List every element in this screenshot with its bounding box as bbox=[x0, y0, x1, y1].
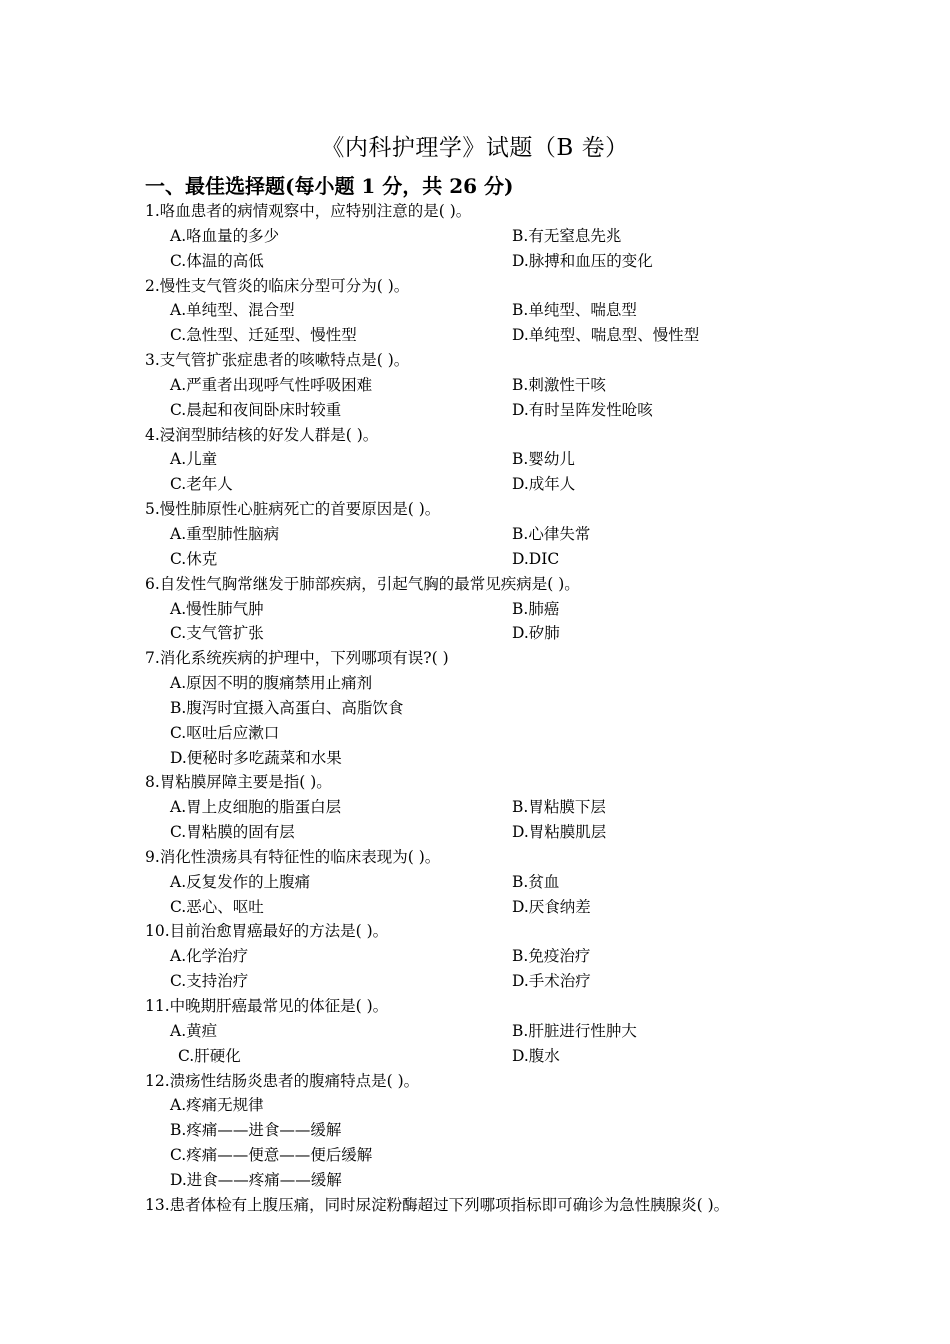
option-row bbox=[0, 969, 950, 994]
option-row bbox=[0, 1118, 950, 1143]
question-row bbox=[0, 1193, 950, 1218]
answer-option: C.休克 bbox=[170, 549, 218, 568]
answer-option: A.单纯型、混合型 bbox=[170, 301, 295, 320]
option-row bbox=[0, 1168, 950, 1193]
answer-option: B.肝脏进行性肿大 bbox=[512, 1021, 637, 1040]
answer-option: B.贫血 bbox=[512, 872, 560, 891]
answer-option: D.单纯型、喘息型、慢性型 bbox=[512, 326, 700, 345]
option-row bbox=[0, 721, 950, 746]
question-row bbox=[0, 423, 950, 448]
answer-option: A.儿童 bbox=[170, 450, 218, 469]
option-row bbox=[0, 373, 950, 398]
answer-option: C.支气管扩张 bbox=[170, 624, 264, 643]
option-row bbox=[0, 298, 950, 323]
option-row bbox=[0, 398, 950, 423]
option-row bbox=[0, 1143, 950, 1168]
question-list bbox=[0, 199, 950, 1218]
answer-option: D.便秘时多吃蔬菜和水果 bbox=[170, 748, 342, 767]
answer-option: B.肺癌 bbox=[512, 599, 560, 618]
document-title: 《内科护理学》试题（B 卷） bbox=[321, 135, 629, 161]
question-stem: 4.浸润型肺结核的好发人群是( )。 bbox=[145, 425, 379, 444]
option-row bbox=[0, 944, 950, 969]
answer-option: C.胃粘膜的固有层 bbox=[170, 823, 295, 842]
option-row bbox=[0, 671, 950, 696]
answer-option: A.重型肺性脑病 bbox=[170, 524, 280, 543]
option-row bbox=[0, 746, 950, 771]
question-stem: 3.支气管扩张症患者的咳嗽特点是( )。 bbox=[145, 351, 410, 370]
question-stem: 1.咯血患者的病情观察中，应特别注意的是( )。 bbox=[145, 202, 472, 220]
option-row bbox=[0, 696, 950, 721]
answer-option: D.成年人 bbox=[512, 475, 576, 494]
answer-option: A.咯血量的多少 bbox=[170, 226, 280, 245]
question-stem: 2.慢性支气管炎的临床分型可分为( )。 bbox=[145, 276, 410, 295]
question-row bbox=[0, 497, 950, 522]
answer-option: C.呕吐后应漱口 bbox=[170, 723, 280, 742]
answer-option: C.肝硬化 bbox=[178, 1046, 241, 1065]
section-heading: 一、最佳选择题(每小题 1 分，共 26 分) bbox=[145, 174, 514, 198]
answer-option: D.胃粘膜肌层 bbox=[512, 823, 607, 842]
question-stem: 12.溃疡性结肠炎患者的腹痛特点是( )。 bbox=[145, 1071, 420, 1090]
answer-option: C.体温的高低 bbox=[170, 251, 264, 270]
question-row bbox=[0, 994, 950, 1019]
answer-option: D.厌食纳差 bbox=[512, 897, 591, 916]
question-stem: 6.自发性气胸常继发于肺部疾病，引起气胸的最常见疾病是( )。 bbox=[145, 574, 580, 593]
question-stem: 8.胃粘膜屏障主要是指( )。 bbox=[145, 773, 332, 792]
option-row bbox=[0, 249, 950, 274]
question-stem: 9.消化性溃疡具有特征性的临床表现为( )。 bbox=[145, 847, 441, 866]
question-row bbox=[0, 199, 950, 224]
answer-option: A.严重者出现呼气性呼吸困难 bbox=[170, 375, 373, 394]
question-row bbox=[0, 845, 950, 870]
question-row bbox=[0, 572, 950, 597]
answer-option: B.免疫治疗 bbox=[512, 947, 591, 966]
option-row bbox=[0, 895, 950, 920]
answer-option: C.疼痛——便意——便后缓解 bbox=[170, 1146, 373, 1165]
question-row bbox=[0, 919, 950, 944]
answer-option: C.晨起和夜间卧床时较重 bbox=[170, 400, 342, 419]
question-row bbox=[0, 1069, 950, 1094]
answer-option: A.疼痛无规律 bbox=[170, 1096, 264, 1115]
answer-option: B.有无窒息先兆 bbox=[512, 226, 622, 245]
answer-option: D.有时呈阵发性呛咳 bbox=[512, 400, 653, 419]
option-row bbox=[0, 621, 950, 646]
question-stem: 10.目前治愈胃癌最好的方法是( )。 bbox=[145, 922, 389, 941]
answer-option: A.胃上皮细胞的脂蛋白层 bbox=[170, 798, 342, 817]
option-row bbox=[0, 323, 950, 348]
option-row bbox=[0, 1093, 950, 1118]
answer-option: B.刺激性干咳 bbox=[512, 375, 606, 394]
option-row bbox=[0, 795, 950, 820]
option-row bbox=[0, 820, 950, 845]
option-row bbox=[0, 870, 950, 895]
answer-option: C.支持治疗 bbox=[170, 972, 249, 991]
answer-option: D.矽肺 bbox=[512, 624, 560, 643]
answer-option: B.疼痛——进食——缓解 bbox=[170, 1121, 342, 1140]
answer-option: B.婴幼儿 bbox=[512, 450, 575, 469]
answer-option: C.急性型、迁延型、慢性型 bbox=[170, 326, 357, 345]
option-row bbox=[0, 522, 950, 547]
option-row bbox=[0, 472, 950, 497]
answer-option: A.反复发作的上腹痛 bbox=[170, 872, 311, 891]
answer-option: A.化学治疗 bbox=[170, 947, 249, 966]
question-row bbox=[0, 348, 950, 373]
option-row bbox=[0, 1019, 950, 1044]
answer-option: B.心律失常 bbox=[512, 524, 591, 543]
question-row bbox=[0, 646, 950, 671]
answer-option: B.腹泻时宜摄入高蛋白、高脂饮食 bbox=[170, 698, 404, 717]
question-stem: 5.慢性肺原性心脏病死亡的首要原因是( )。 bbox=[145, 500, 441, 519]
option-row bbox=[0, 547, 950, 572]
answer-option: C.恶心、呕吐 bbox=[170, 897, 264, 916]
answer-option: D.进食——疼痛——缓解 bbox=[170, 1170, 342, 1189]
answer-option: D.DIC bbox=[512, 549, 560, 568]
question-stem: 7.消化系统疾病的护理中，下列哪项有误?( ) bbox=[145, 649, 449, 668]
answer-option: A.慢性肺气肿 bbox=[170, 599, 264, 618]
question-row bbox=[0, 274, 950, 299]
option-row bbox=[0, 1044, 950, 1069]
option-row bbox=[0, 597, 950, 622]
option-row bbox=[0, 224, 950, 249]
answer-option: A.黄疸 bbox=[170, 1021, 218, 1040]
answer-option: B.单纯型、喘息型 bbox=[512, 301, 637, 320]
question-stem: 11.中晚期肝癌最常见的体征是( )。 bbox=[145, 997, 389, 1015]
answer-option: D.手术治疗 bbox=[512, 972, 591, 991]
option-row bbox=[0, 447, 950, 472]
question-stem: 13.患者体检有上腹压痛，同时尿淀粉酶超过下列哪项指标即可确诊为急性胰腺炎( )。 bbox=[145, 1195, 730, 1214]
answer-option: D.脉搏和血压的变化 bbox=[512, 251, 653, 270]
question-row bbox=[0, 770, 950, 795]
answer-option: D.腹水 bbox=[512, 1046, 560, 1065]
answer-option: B.胃粘膜下层 bbox=[512, 798, 606, 817]
answer-option: C.老年人 bbox=[170, 475, 233, 494]
answer-option: A.原因不明的腹痛禁用止痛剂 bbox=[170, 674, 373, 693]
